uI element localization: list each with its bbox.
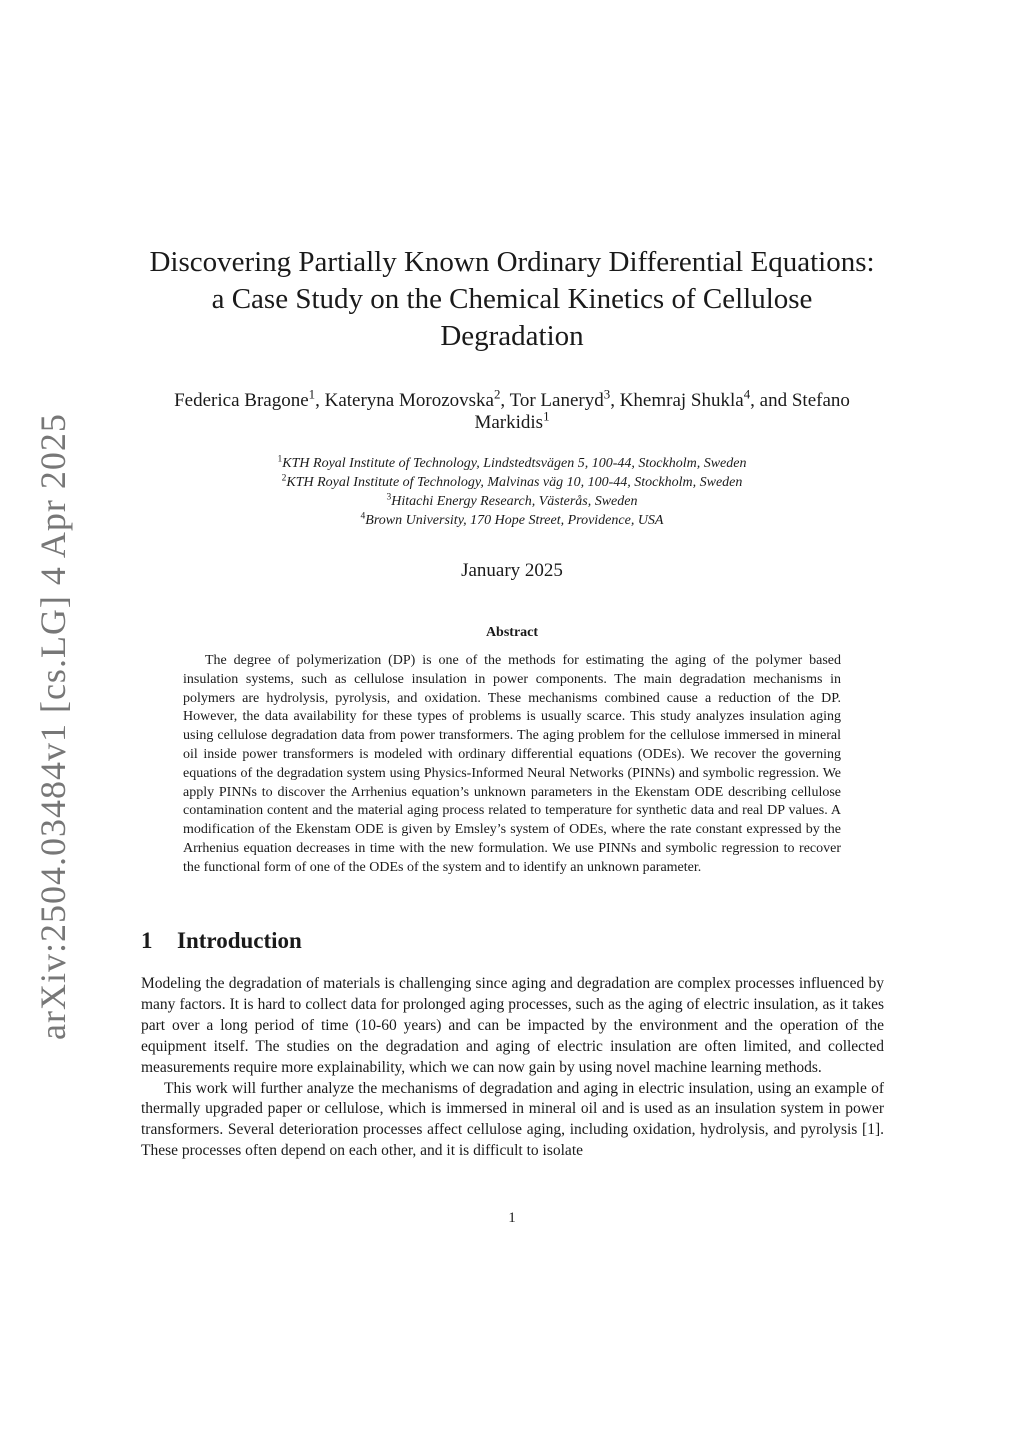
affiliation-number: 2 [281, 473, 287, 484]
affiliation-marker: 2 [493, 386, 501, 402]
author-separator: , [315, 390, 325, 411]
author-separator: , and [750, 390, 792, 411]
affiliation-list [140, 454, 884, 530]
affiliation-marker: 1 [308, 386, 316, 402]
introduction-body [141, 974, 884, 1162]
affiliation-number: 3 [386, 492, 392, 503]
affiliation-marker: 3 [603, 386, 611, 402]
publication-date: January 2025 [461, 560, 563, 581]
arxiv-identifier-stamp: arXiv:2504.03484v1 [cs.LG] 4 Apr 2025 [33, 413, 73, 1040]
affiliation [140, 492, 884, 511]
affiliation-text: Brown University, 170 Hope Street, Providence, USA [365, 513, 664, 528]
paragraph: Modeling the degradation of materials is challenging since aging and degradation are complex processes influenced by many factors. It is hard to collect data for prolonged aging processes, such as the aging of electric insulation, as it takes part over a long period of time (10-60 years) and can be impacted by the environment and the operation of the equipment itself. The studies on the degradation and aging of electric insulation are often limited, and collected measurements require more explainability, which we can now gain by using novel machine learning methods. [141, 975, 884, 1076]
author-separator: , [500, 390, 510, 411]
title-line: Discovering Partially Known Ordinary Differential Equations: [149, 246, 875, 278]
abstract-heading: Abstract [485, 625, 539, 640]
abstract-text: The degree of polymerization (DP) is one of the methods for estimating the aging of the polymer based insulation systems, such as cellulose insulation in power components. The main degradation mechanisms in polymers are hydrolysis, pyrolysis, and oxidation. These mechanisms combined cause a reduction of the DP. However, the data availability for these types of problems is usually scarce. This study analyzes insulation aging using cellulose degradation data from power transformers. The aging problem for the cellulose immersed in mineral oil inside power transformers is modeled with ordinary differential equations (ODEs). We recover the governing equations of the degradation system using Physics-Informed Neural Networks (PINNs) and symbolic regression. We apply PINNs to discover the Arrhenius equation’s unknown parameters in the Ekenstam ODE describing cellulose contamination content and the material aging process related to temperature for synthetic data and real DP values. A modification of the Ekenstam ODE is given by Emsley’s system of ODEs, where the rate constant expressed by the Arrhenius equation decreases in time with the new formulation. We use PINNs and symbolic regression to recover the functional form of one of the ODEs of the system and to identify an unknown parameter. [183, 653, 841, 875]
affiliation [140, 511, 884, 530]
affiliation-text: KTH Royal Institute of Technology, Malvinas väg 10, 100-44, Stockholm, Sweden [286, 475, 743, 490]
author-name: Stefano Markidis [474, 390, 850, 433]
author-list [140, 386, 884, 434]
affiliation-text: Hitachi Energy Research, Västerås, Sweden [391, 494, 638, 509]
section-number: 1 [141, 928, 153, 953]
section-title: Introduction [177, 928, 302, 953]
paper-title [100, 244, 924, 355]
affiliation-number: 1 [277, 454, 283, 465]
affiliation-marker: 4 [743, 386, 751, 402]
section-heading-introduction [141, 928, 302, 954]
affiliation [140, 473, 884, 492]
author-name: Khemraj Shukla [619, 390, 744, 411]
paragraph: This work will further analyze the mechanisms of degradation and aging in electric insulation, using an example of thermally upgraded paper or cellulose, which is immersed in mineral oil and is used as an insulation system in power transformers. Several deterioration processes affect cellulose aging, including oxidation, hydrolysis, and pyrolysis [1]. These processes often depend on each other, and it is difficult to isolate [141, 1079, 884, 1160]
title-line: a Case Study on the Chemical Kinetics of Cellulose [211, 283, 813, 315]
title-line: Degradation [440, 320, 584, 352]
page-number: 1 [508, 1210, 516, 1226]
affiliation-text: KTH Royal Institute of Technology, Lindstedtsvägen 5, 100-44, Stockholm, Sweden [282, 456, 747, 471]
affiliation-number: 4 [360, 511, 366, 522]
author-separator: , [610, 390, 620, 411]
author-name: Tor Laneryd [509, 390, 604, 411]
affiliation [140, 454, 884, 473]
affiliation-marker: 1 [543, 408, 550, 424]
author-name: Federica Bragone [174, 390, 309, 411]
author-name: Kateryna Morozovska [324, 390, 494, 411]
